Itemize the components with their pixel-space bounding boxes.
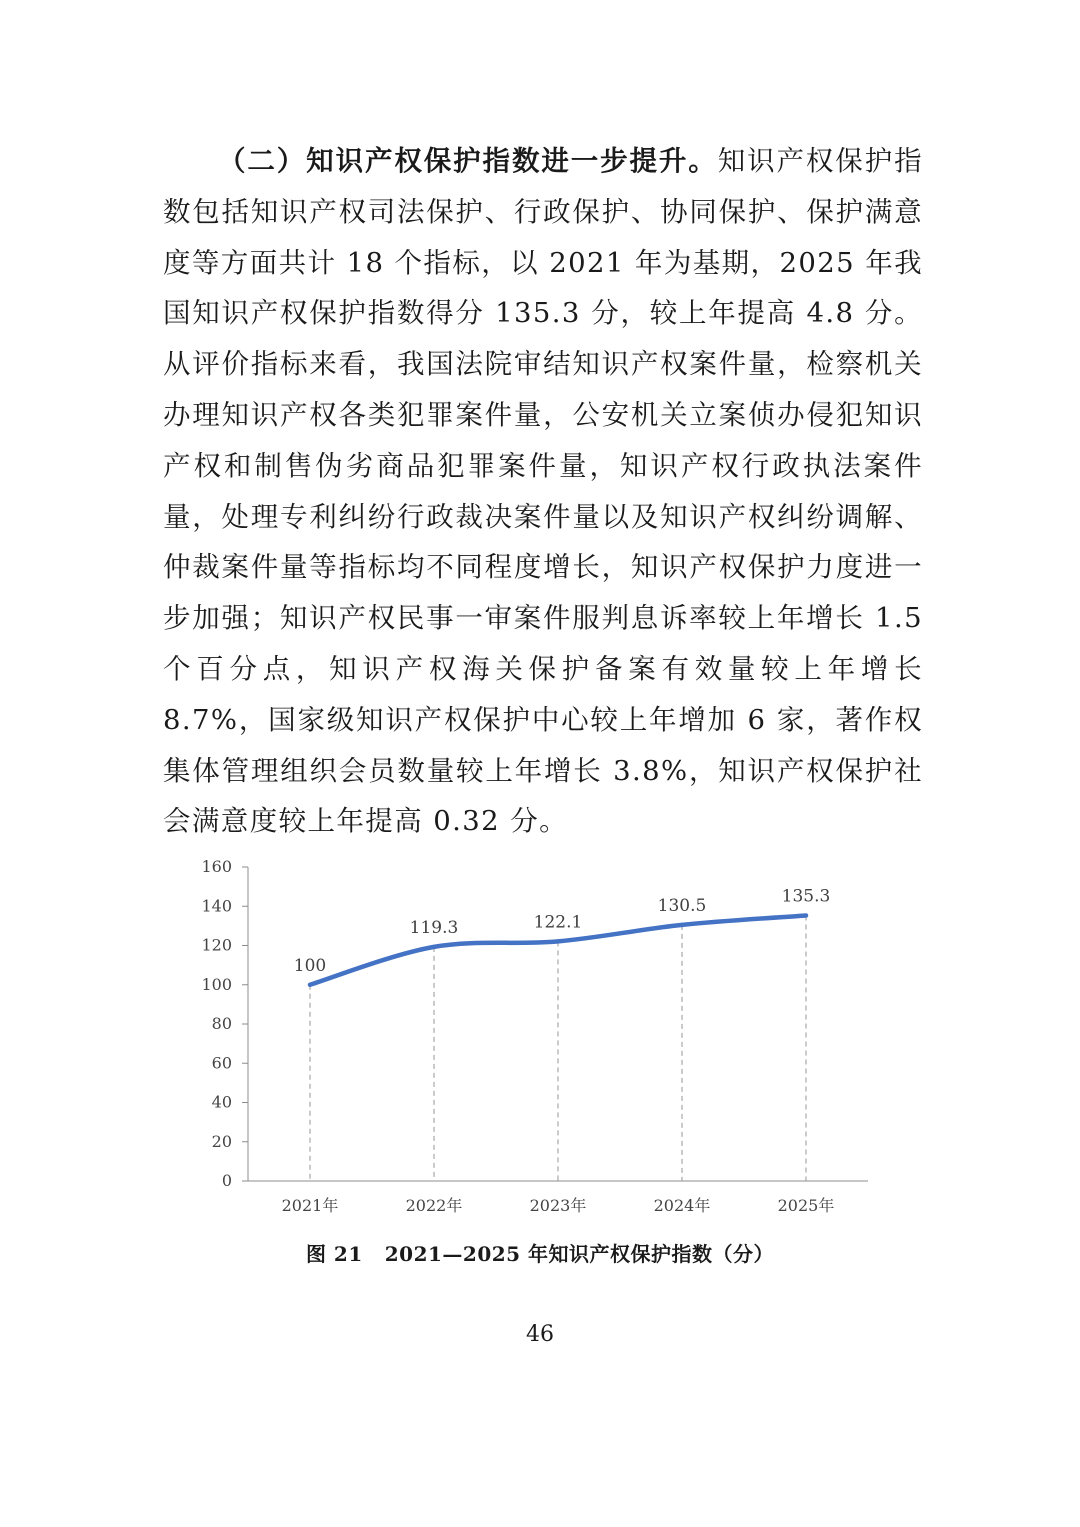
y-tick-label: 0 [221, 1171, 232, 1190]
index-line-chart [180, 850, 900, 1230]
y-tick-label: 60 [211, 1053, 232, 1073]
section-paragraph [163, 136, 923, 847]
data-point [556, 939, 560, 943]
y-tick-label: 160 [201, 857, 232, 876]
section-heading: （二）知识产权保护指数进一步提升。 [218, 145, 718, 177]
figure-caption [0, 1238, 1080, 1267]
y-tick-label: 40 [211, 1092, 232, 1112]
y-tick-label: 140 [201, 896, 232, 916]
x-tick-label: 2025年 [777, 1196, 835, 1215]
data-label: 100 [293, 955, 327, 976]
y-tick-label: 20 [211, 1131, 232, 1151]
figure-title: 2021—2025 年知识产权保护指数（分） [384, 1242, 775, 1266]
page-number: 46 [526, 1322, 554, 1347]
x-tick-label: 2024年 [653, 1196, 711, 1215]
data-label: 122.1 [533, 912, 583, 933]
chart-svg [180, 850, 900, 1230]
y-tick-label: 100 [201, 974, 232, 994]
data-label: 135.3 [781, 886, 831, 907]
y-tick-label: 120 [201, 935, 232, 955]
x-tick-label: 2021年 [281, 1196, 339, 1215]
figure-number: 图 21 [305, 1242, 363, 1266]
x-tick-label: 2023年 [529, 1196, 587, 1215]
x-tick-label: 2022年 [405, 1196, 463, 1215]
data-label: 119.3 [409, 917, 459, 938]
data-point [308, 983, 312, 987]
y-tick-label: 80 [211, 1014, 232, 1033]
data-point [680, 923, 684, 927]
data-point [432, 945, 436, 949]
data-point [804, 913, 808, 917]
section-body: 知识产权保护指数包括知识产权司法保护、行政保护、协同保护、保护满意度等方面共计 18 个指标，以 2021 年为基期，2025 年我国知识产权保护指数得分 135.3 分，较上年提高 4.8 分。从评价指标来看，我国法院审结知识产权案件量，检察机关办理知识产权各类犯罪案件量，公安机关立案侦办侵犯知识产权和制售伪劣商品犯罪案件量，知识产权行政执法案件量，处理专利纠纷行政裁决案件量以及知识产权纠纷调解、仲裁案件量等指标均不同程度增长，知识产权保护力度进一步加强；知识产权民事一审案件服判息诉率较上年增长 1.5 个百分点，知识产权海关保护备案有效量较上年增长 8.7%，国家级知识产权保护中心较上年增加 6 家，著作权集体管理组织会员数量较上年增长 3.8%，知识产权保护社会满意度较上年提高 0.32 分。 [163, 145, 923, 838]
data-label: 130.5 [657, 895, 707, 916]
